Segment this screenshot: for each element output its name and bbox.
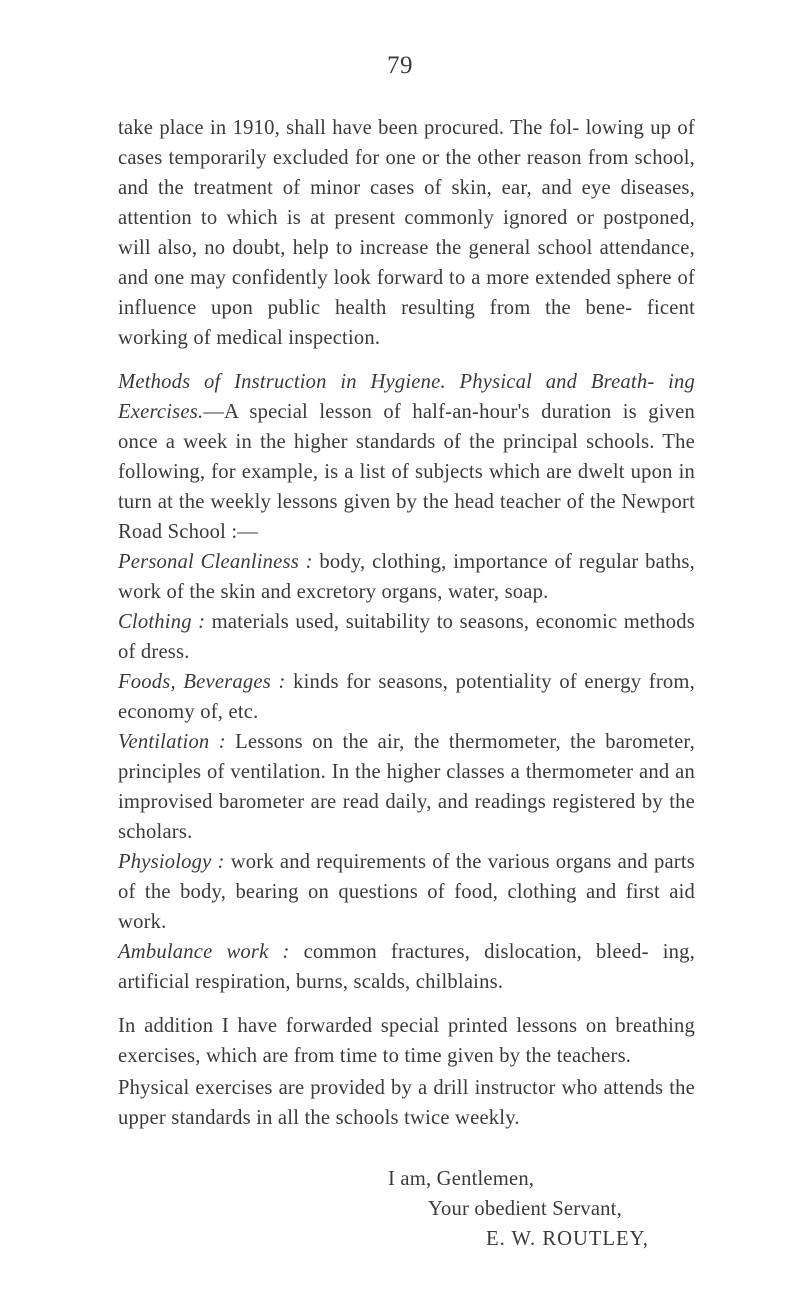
list-item-text: kinds for seasons, potentiality of energy from, economy of, etc. <box>118 671 695 723</box>
page-number: 79 <box>387 52 413 79</box>
list-item-personal-cleanliness <box>118 547 695 607</box>
paragraph-methods-of-instruction <box>118 367 695 547</box>
list-item-label: Ventilation : <box>118 731 226 753</box>
list-item-text: materials used, suitability to seasons, economic methods of dress. <box>118 611 695 663</box>
list-item-label: Ambulance work : <box>118 941 290 963</box>
list-item-text: common fractures, dislocation, bleed- ing, artificial respiration, burns, scalds, chilblains. <box>118 941 695 993</box>
closing-valediction: Your obedient Servant, <box>428 1198 622 1220</box>
list-item-text: work and requirements of the various organs and parts of the body, bearing on questions of food, clothing and first aid work. <box>118 851 695 933</box>
list-item-text: body, clothing, importance of regular baths, work of the skin and excretory organs, water, soap. <box>118 551 695 603</box>
paragraph-physical-exercises: Physical exercises are provided by a drill instructor who attends the upper standards in all the schools twice weekly. <box>118 1077 695 1129</box>
section-intro-text: —A special lesson of half-an-hour's duration is given once a week in the higher standards of the principal schools. The following, for example, is a list of subjects which are dwelt upon in turn at the weekly lessons given by the head teacher of the Newport Road School :— <box>118 401 695 543</box>
list-item-label: Physiology : <box>118 851 225 873</box>
body-text <box>118 113 695 1133</box>
list-item-clothing <box>118 607 695 667</box>
list-item-label: Foods, Beverages : <box>118 671 286 693</box>
paragraph-breathing-exercises: In addition I have forwarded special printed lessons on breathing exercises, which are from time to time given by the teachers. <box>118 1015 695 1067</box>
list-item-text: Lessons on the air, the thermometer, the barometer, principles of ventilation. In the higher classes a thermometer and an improvised barometer are read daily, and readings registered by the scholars. <box>118 731 695 843</box>
list-item-ventilation <box>118 727 695 847</box>
list-item-label: Clothing : <box>118 611 206 633</box>
list-item-label: Personal Cleanliness : <box>118 551 313 573</box>
list-item-foods-beverages <box>118 667 695 727</box>
closing-signature: E. W. ROUTLEY, <box>486 1228 649 1250</box>
list-item-ambulance-work <box>118 937 695 997</box>
paragraph-medical-inspection: take place in 1910, shall have been procured. The fol- lowing up of cases temporarily excluded for one or the other reason from school, and the treatment of minor cases of skin, ear, and eye diseases, attention to which is at present commonly ignored or postponed, will also, no doubt, help to increase the general school attendance, and one may confidently look forward to a more extended sphere of influence upon public health resulting from the bene- ficent working of medical inspection. <box>118 117 695 349</box>
section-heading: Methods of Instruction in Hygiene. Physical and Breath- ing Exercises. <box>118 371 695 423</box>
list-item-physiology <box>118 847 695 937</box>
closing-salutation: I am, Gentlemen, <box>388 1168 535 1190</box>
